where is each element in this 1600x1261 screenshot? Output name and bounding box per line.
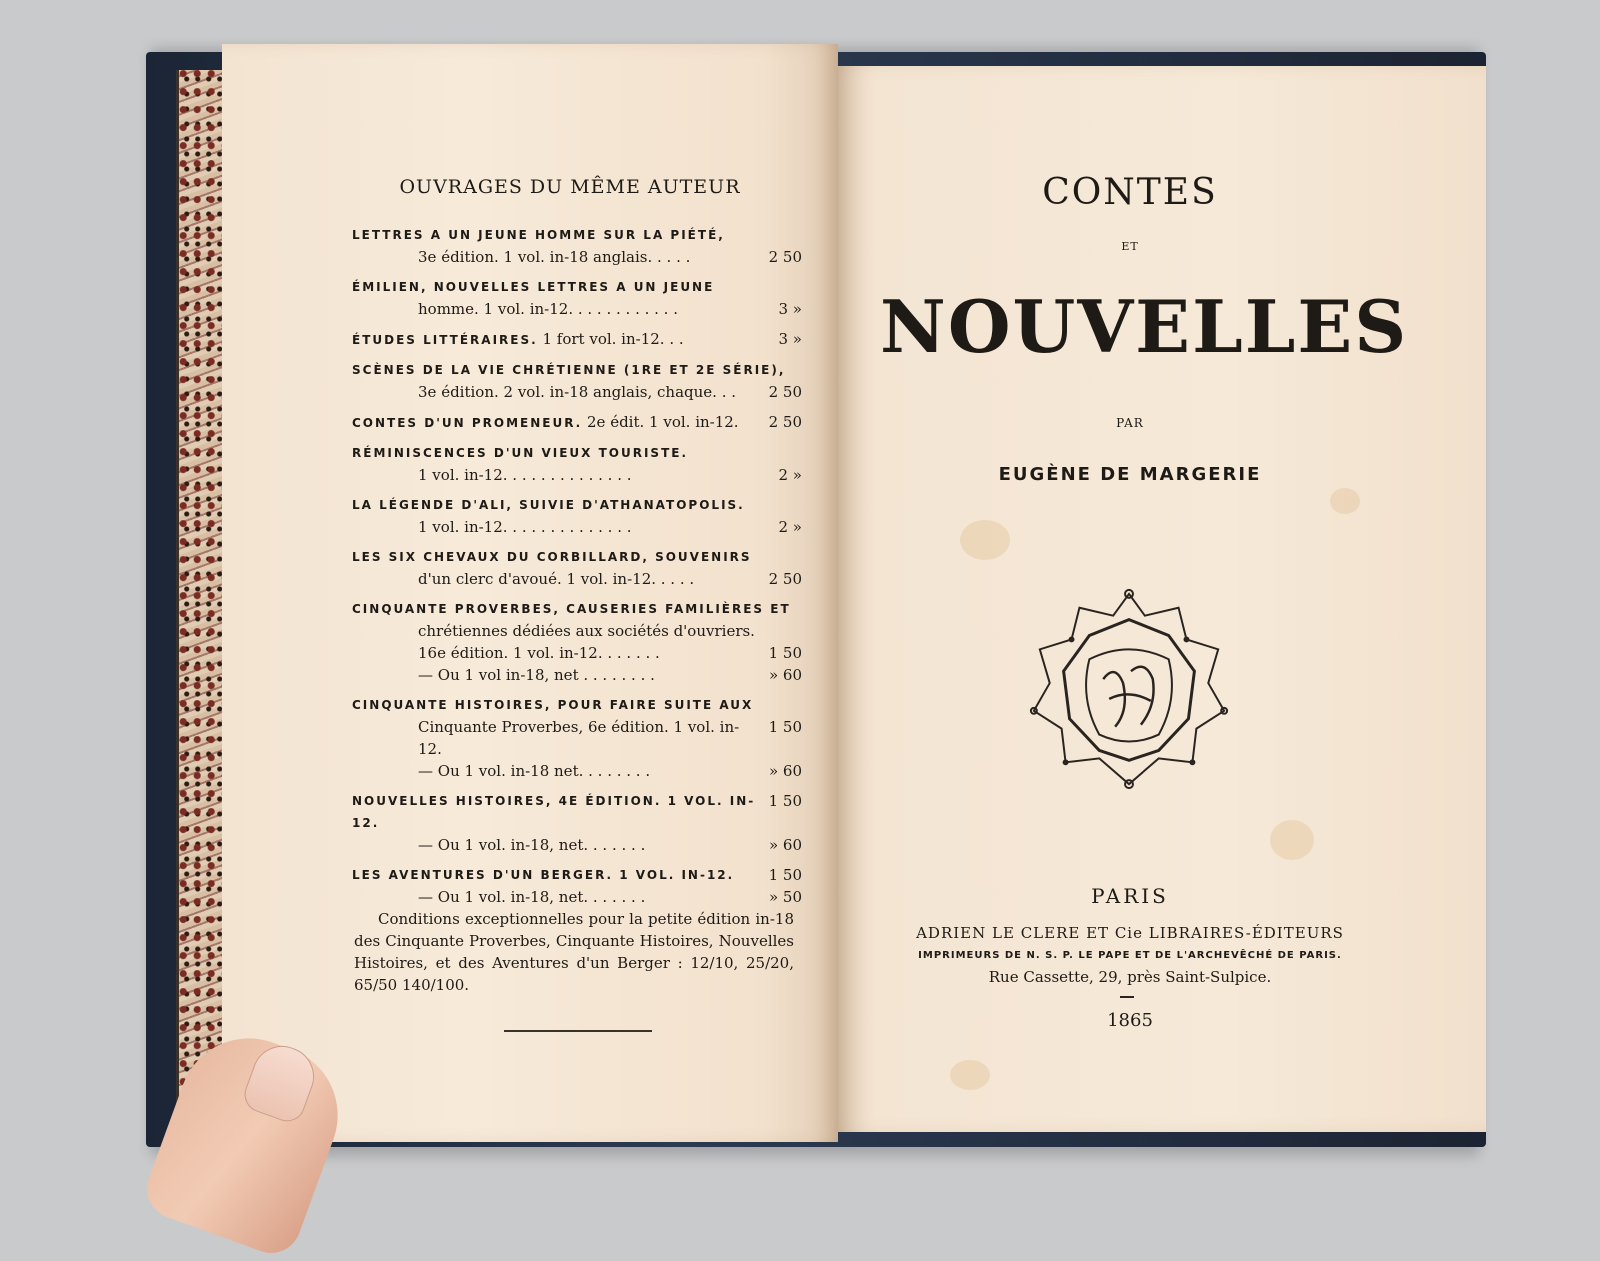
work-line-text: 1 vol. in-12. . . . . . . . . . . . . . — [418, 518, 632, 536]
work-price: 1 50 — [768, 866, 802, 884]
work-title: LES AVENTURES D'UN BERGER. 1 VOL. IN-12. — [352, 868, 735, 882]
author-name: EUGÈNE DE MARGERIE — [998, 464, 1262, 485]
work-title: CINQUANTE PROVERBES, CAUSERIES FAMILIÈRES ET — [352, 602, 791, 616]
work-entry — [352, 328, 802, 351]
title-par: PAR — [1116, 416, 1144, 430]
work-line — [352, 886, 802, 908]
work-title: SCÈNES DE LA VIE CHRÉTIENNE (1RE ET 2E SÉRIE), — [352, 363, 786, 377]
work-line-text: chrétiennes dédiées aux sociétés d'ouvriers. — [418, 622, 755, 640]
separator-dash — [1120, 996, 1134, 998]
work-line-text: 1 fort vol. in-12. . . — [542, 330, 684, 348]
work-line — [352, 464, 802, 486]
work-line — [352, 834, 802, 856]
work-line — [352, 642, 802, 664]
publication-year: 1865 — [1107, 1010, 1153, 1031]
work-title-row — [352, 790, 802, 834]
work-line — [352, 760, 802, 782]
work-price: 1 50 — [768, 644, 802, 662]
title-et: ET — [1121, 240, 1139, 253]
work-title: ÉTUDES LITTÉRAIRES. — [352, 333, 538, 347]
work-price: 2 » — [778, 466, 802, 484]
work-entry — [352, 790, 802, 856]
work-line — [352, 516, 802, 538]
works-heading: OUVRAGES DU MÊME AUTEUR — [399, 176, 741, 198]
work-price: » 60 — [768, 666, 802, 684]
work-line-text: 1 vol. in-12. . . . . . . . . . . . . . — [418, 466, 632, 484]
work-line — [352, 664, 802, 686]
work-price: 2 » — [778, 518, 802, 536]
work-line-text: 2e édit. 1 vol. in-12. — [587, 413, 739, 431]
work-line-text: 3e édition. 1 vol. in-18 anglais. . . . . — [418, 248, 691, 266]
works-list — [352, 224, 802, 916]
work-line-text: — Ou 1 vol. in-18 net. . . . . . . . — [418, 762, 651, 780]
work-price: 2 50 — [768, 570, 802, 588]
work-entry — [352, 546, 802, 590]
work-line-text: — Ou 1 vol in-18, net . . . . . . . . — [418, 666, 655, 684]
work-line — [352, 620, 802, 642]
monogram-vignette-icon — [1020, 580, 1238, 798]
work-entry — [352, 359, 802, 403]
work-entry — [352, 224, 802, 268]
foxing-spot — [1270, 820, 1314, 860]
work-line-text: 3e édition. 2 vol. in-18 anglais, chaque. . . — [418, 383, 737, 401]
work-line — [352, 381, 802, 403]
title-nouvelles: NOUVELLES — [880, 284, 1409, 369]
work-price: » 60 — [768, 762, 802, 780]
title-contes: CONTES — [1042, 172, 1218, 213]
work-title: LA LÉGENDE D'ALI, SUIVIE D'ATHANATOPOLIS. — [352, 498, 745, 512]
publisher-name: ADRIEN LE CLERE ET Cie LIBRAIRES-ÉDITEURS — [916, 924, 1344, 942]
work-entry — [352, 864, 802, 908]
work-line — [352, 716, 802, 760]
work-entry — [352, 442, 802, 486]
work-title-row — [352, 864, 802, 886]
foxing-spot — [950, 1060, 990, 1090]
work-entry — [352, 276, 802, 320]
work-price — [756, 620, 802, 642]
printer-credit: IMPRIMEURS DE N. S. P. LE PAPE ET DE L'ARCHEVÊCHÉ DE PARIS. — [918, 950, 1342, 961]
work-title: LETTRES A UN JEUNE HOMME SUR LA PIÉTÉ, — [352, 228, 725, 242]
work-price: 2 50 — [768, 413, 802, 431]
work-line-text: d'un clerc d'avoué. 1 vol. in-12. . . . . — [418, 570, 695, 588]
work-title: NOUVELLES HISTOIRES, 4E ÉDITION. 1 VOL. IN-12. — [352, 794, 756, 830]
work-line-text: Cinquante Proverbes, 6e édition. 1 vol. in-12. — [418, 718, 740, 758]
work-price: 1 50 — [768, 792, 802, 810]
work-line — [352, 568, 802, 590]
work-line — [352, 246, 802, 268]
work-price: 3 » — [778, 330, 802, 348]
work-price: 3 » — [778, 300, 802, 318]
work-line — [352, 298, 802, 320]
work-line-text: 16e édition. 1 vol. in-12. . . . . . . — [418, 644, 660, 662]
work-price: 2 50 — [768, 248, 802, 266]
work-entry — [352, 411, 802, 434]
work-line-text: homme. 1 vol. in-12. . . . . . . . . . . . — [418, 300, 678, 318]
work-title: CONTES D'UN PROMENEUR. — [352, 416, 583, 430]
foxing-spot — [1330, 488, 1360, 514]
closing-rule — [504, 1030, 652, 1032]
work-line-text: — Ou 1 vol. in-18, net. . . . . . . — [418, 836, 646, 854]
work-price: » 60 — [768, 836, 802, 854]
work-entry — [352, 694, 802, 782]
conditions-paragraph: Conditions exceptionnelles pour la petite édition in-18 des Cinquante Proverbes, Cinquante Histoires, Nouvelles Histoires, et des Aventures d'un Berger : 12/10, 25/20, 65/50 140/100. — [354, 910, 794, 994]
work-title: RÉMINISCENCES D'UN VIEUX TOURISTE. — [352, 446, 689, 460]
work-title: CINQUANTE HISTOIRES, POUR FAIRE SUITE AUX — [352, 698, 754, 712]
publication-city: PARIS — [1091, 884, 1169, 908]
work-price: » 50 — [768, 888, 802, 906]
work-price: 1 50 — [768, 718, 802, 736]
work-entry — [352, 598, 802, 686]
work-entry — [352, 494, 802, 538]
work-title: ÉMILIEN, NOUVELLES LETTRES A UN JEUNE — [352, 280, 715, 294]
work-line-text: — Ou 1 vol. in-18, net. . . . . . . — [418, 888, 646, 906]
foxing-spot — [960, 520, 1010, 560]
publisher-address: Rue Cassette, 29, près Saint-Sulpice. — [988, 968, 1272, 986]
work-title: LES SIX CHEVAUX DU CORBILLARD, SOUVENIRS — [352, 550, 752, 564]
work-price: 2 50 — [768, 383, 802, 401]
